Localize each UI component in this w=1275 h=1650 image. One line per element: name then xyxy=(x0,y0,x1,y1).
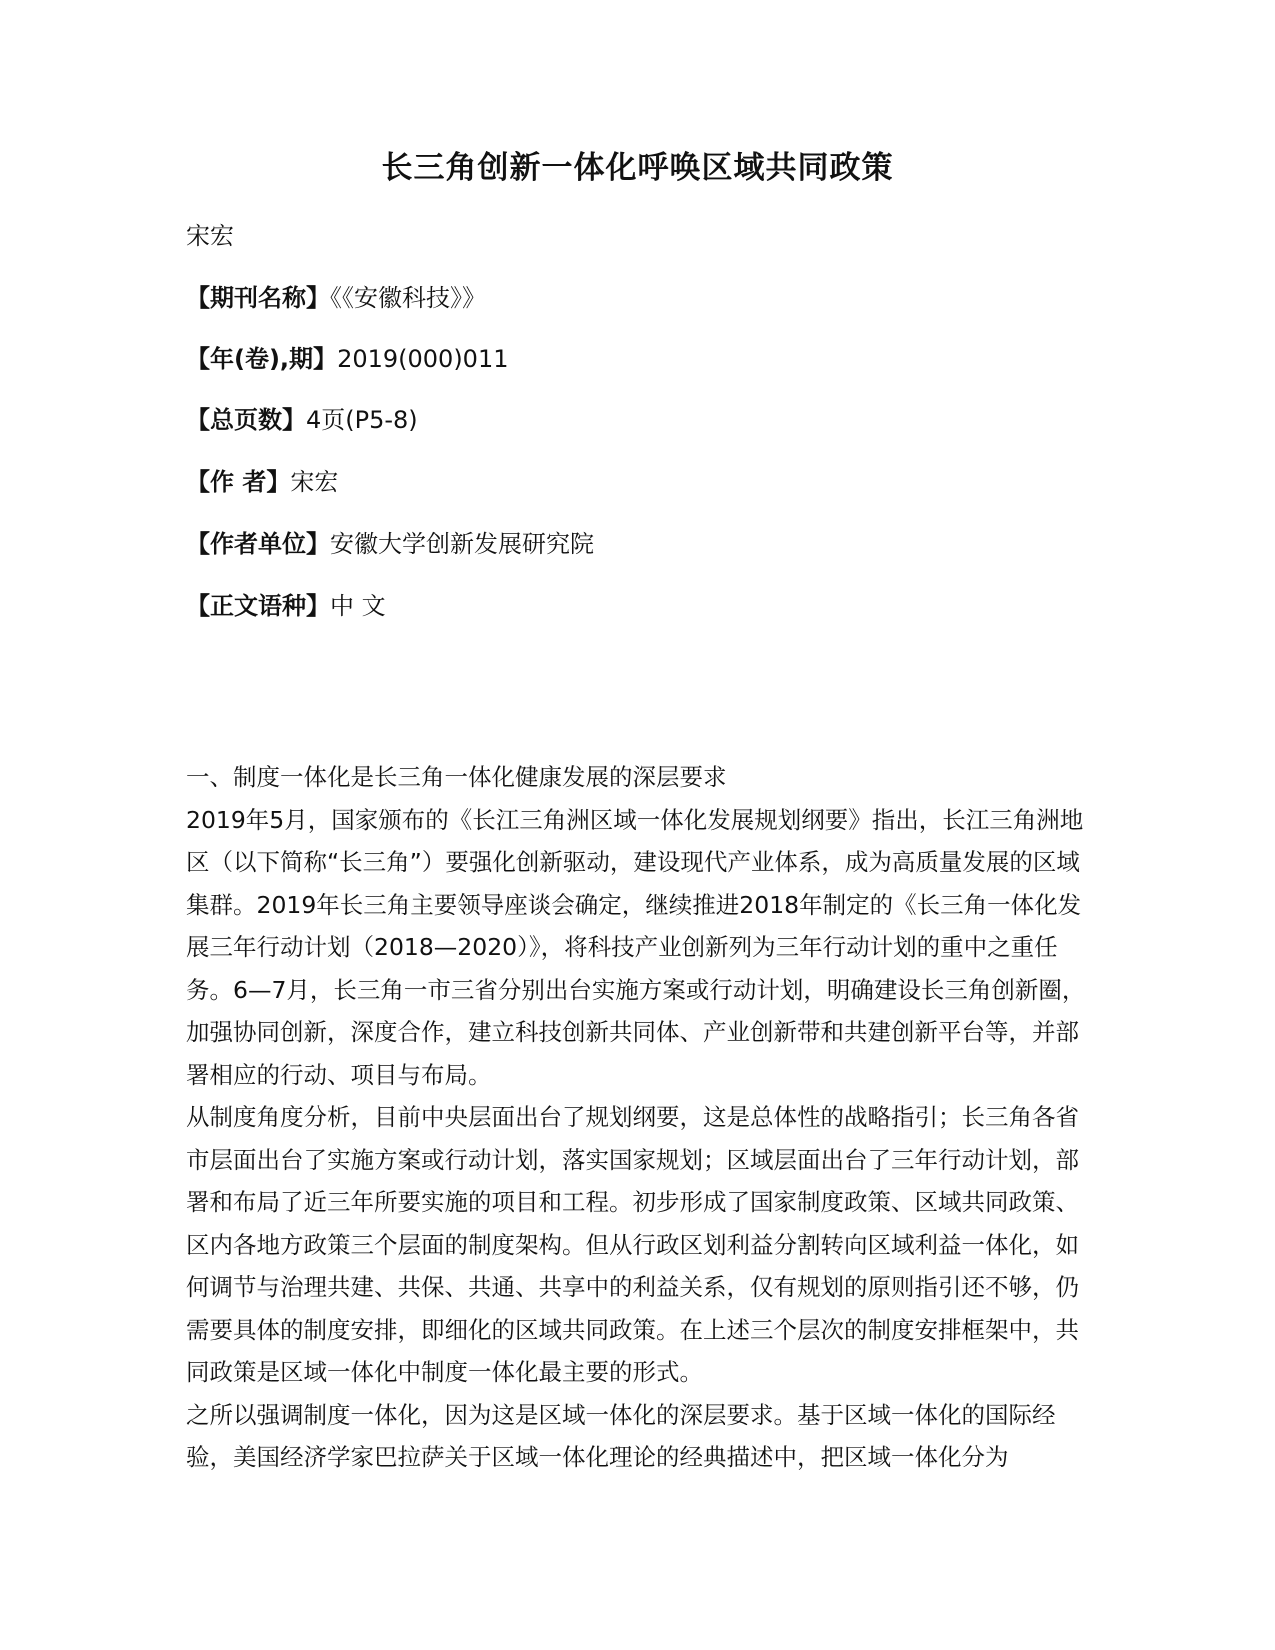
section-heading: 一、制度一体化是长三角一体化健康发展的深层要求 xyxy=(186,763,727,791)
meta-year-issue xyxy=(186,343,508,375)
body-paragraph: 2019年5月，国家颁布的《长江三角洲区域一体化发展规划纲要》指出，长江三角洲地区（以下简称“长三角”）要强化创新驱动，建设现代产业体系，成为高质量发展的区域集群。2019年长三角主要领导座谈会确定，继续推进2018年制定的《长三角一体化发展三年行动计划（2018—2020）》，将科技产业创新列为三年行动计划的重中之重任务。6—7月，长三角一市三省分别出台实施方案或行动计划，明确建设长三角创新圈，加强协同创新，深度合作，建立科技创新共同体、产业创新带和共建创新平台等，并部署相应的行动、项目与布局。 xyxy=(186,805,1086,1089)
meta-journal-value: 《《安徽科技》》 xyxy=(330,284,486,312)
meta-page-count xyxy=(186,404,418,436)
body-paragraph: 从制度角度分析，目前中央层面出台了规划纲要，这是总体性的战略指引；长三角各省市层面出台了实施方案或行动计划，落实国家规划；区域层面出台了三年行动计划，部署和布局了近三年所要实施的项目和工程。初步形成了国家制度政策、区域共同政策、区内各地方政策三个层面的制度架构。但从行政区划利益分割转向区域利益一体化，如何调节与治理共建、共保、共通、共享中的利益关系，仅有规划的原则指引还不够，仍需要具体的制度安排，即细化的区域共同政策。在上述三个层次的制度安排框架中，共同政策是区域一体化中制度一体化最主要的形式。 xyxy=(186,1103,1079,1386)
meta-journal-label: 【期刊名称】 xyxy=(186,284,330,312)
meta-affiliation xyxy=(186,528,594,560)
meta-page-count-value: 4页(P5-8) xyxy=(306,406,418,434)
meta-affiliation-label: 【作者单位】 xyxy=(186,530,330,558)
document-body xyxy=(186,756,1086,1479)
meta-author xyxy=(186,466,338,498)
meta-journal xyxy=(186,282,486,314)
meta-author-value: 宋宏 xyxy=(290,468,339,496)
meta-year-issue-label: 【年(卷),期】 xyxy=(186,345,338,373)
document-author: 宋宏 xyxy=(186,222,234,250)
meta-author-label: 【作 者】 xyxy=(186,468,291,496)
meta-affiliation-value: 安徽大学创新发展研究院 xyxy=(330,530,594,558)
meta-page-count-label: 【总页数】 xyxy=(186,406,306,434)
meta-language-value: 中 文 xyxy=(330,592,386,620)
meta-language xyxy=(186,590,386,622)
meta-language-label: 【正文语种】 xyxy=(186,592,330,620)
document-title: 长三角创新一体化呼唤区域共同政策 xyxy=(381,150,894,186)
meta-year-issue-value: 2019(000)011 xyxy=(337,345,509,373)
body-paragraph: 之所以强调制度一体化，因为这是区域一体化的深层要求。基于区域一体化的国际经验，美国经济学家巴拉萨关于区域一体化理论的经典描述中，把区域一体化分为 xyxy=(186,1400,1056,1471)
